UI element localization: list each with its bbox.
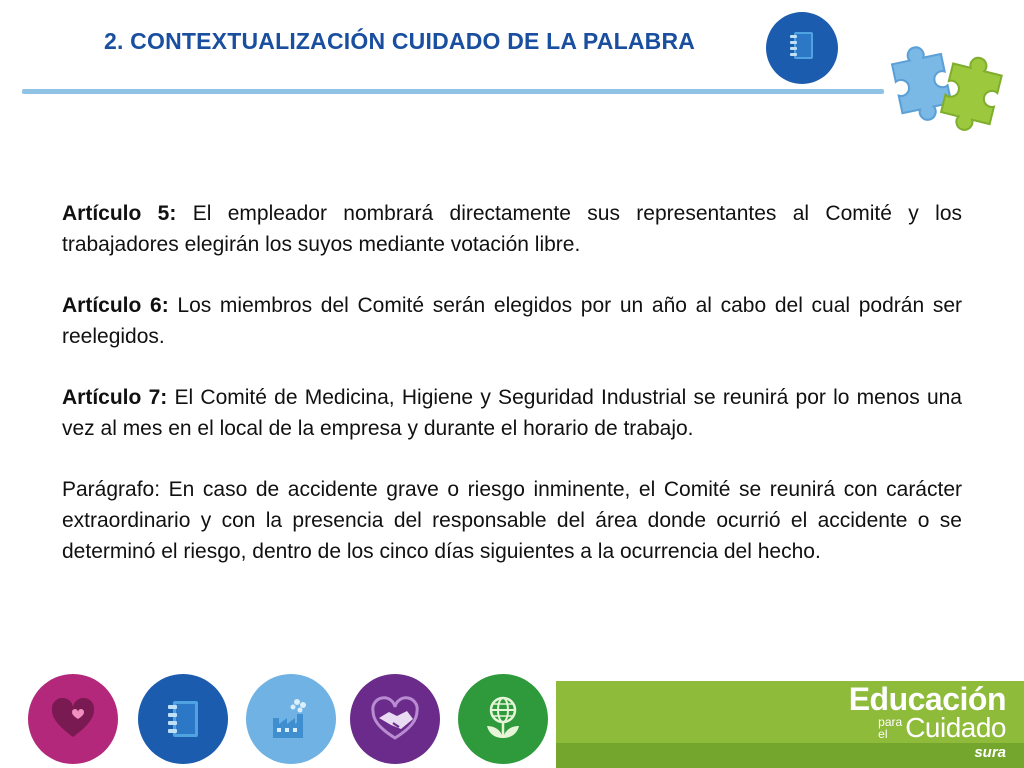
paragraph-articulo-7 xyxy=(62,382,962,444)
paragraph-text: El Comité de Medicina, Higiene y Seguridad Industrial se reunirá por lo menos una vez al mes en el local de la empresa y durante el horario de trabajo. xyxy=(62,386,962,440)
notebook-icon xyxy=(787,29,817,68)
paragraph-label: Artículo 6: xyxy=(62,294,169,317)
brand-logo xyxy=(849,683,1006,763)
brand-line-el: el xyxy=(878,727,888,741)
paragraph-articulo-6 xyxy=(62,290,962,352)
paragraph-text: El empleador nombrará directamente sus representantes al Comité y los trabajadores elegirán los suyos mediante votación libre. xyxy=(62,202,962,256)
factory-icon xyxy=(246,674,336,764)
paragraph-paragrafo xyxy=(62,474,962,567)
globe-plant-icon xyxy=(458,674,548,764)
notebook-icon xyxy=(138,674,228,764)
article-content xyxy=(62,198,962,597)
brand-line-educacion: Educación xyxy=(848,681,1006,717)
paragraph-text: Parágrafo: En caso de accidente grave o riesgo inminente, el Comité se reunirá con carácter extraordinario y con la presencia del responsable del área donde ocurrió el accidente o se determinó el riesgo, dentro de los cinco días siguientes a la ocurrencia del hecho. xyxy=(62,478,962,563)
puzzle-pieces-icon xyxy=(884,40,1014,132)
header-badge xyxy=(766,12,838,84)
title-divider xyxy=(22,89,884,94)
paragraph-label: Artículo 5: xyxy=(62,202,177,225)
handshake-icon xyxy=(350,674,440,764)
paragraph-text: Los miembros del Comité serán elegidos por un año al cabo del cual podrán ser reelegidos. xyxy=(62,294,962,348)
brand-sura: sura xyxy=(974,744,1006,761)
brand-line-para: para xyxy=(878,715,903,729)
page-title: 2. CONTEXTUALIZACIÓN CUIDADO DE LA PALABRA xyxy=(104,28,696,54)
paragraph-label: Artículo 7: xyxy=(62,386,168,409)
paragraph-articulo-5 xyxy=(62,198,962,260)
brand-line-cuidado: Cuidado xyxy=(905,712,1006,743)
heart-icon xyxy=(28,674,118,764)
